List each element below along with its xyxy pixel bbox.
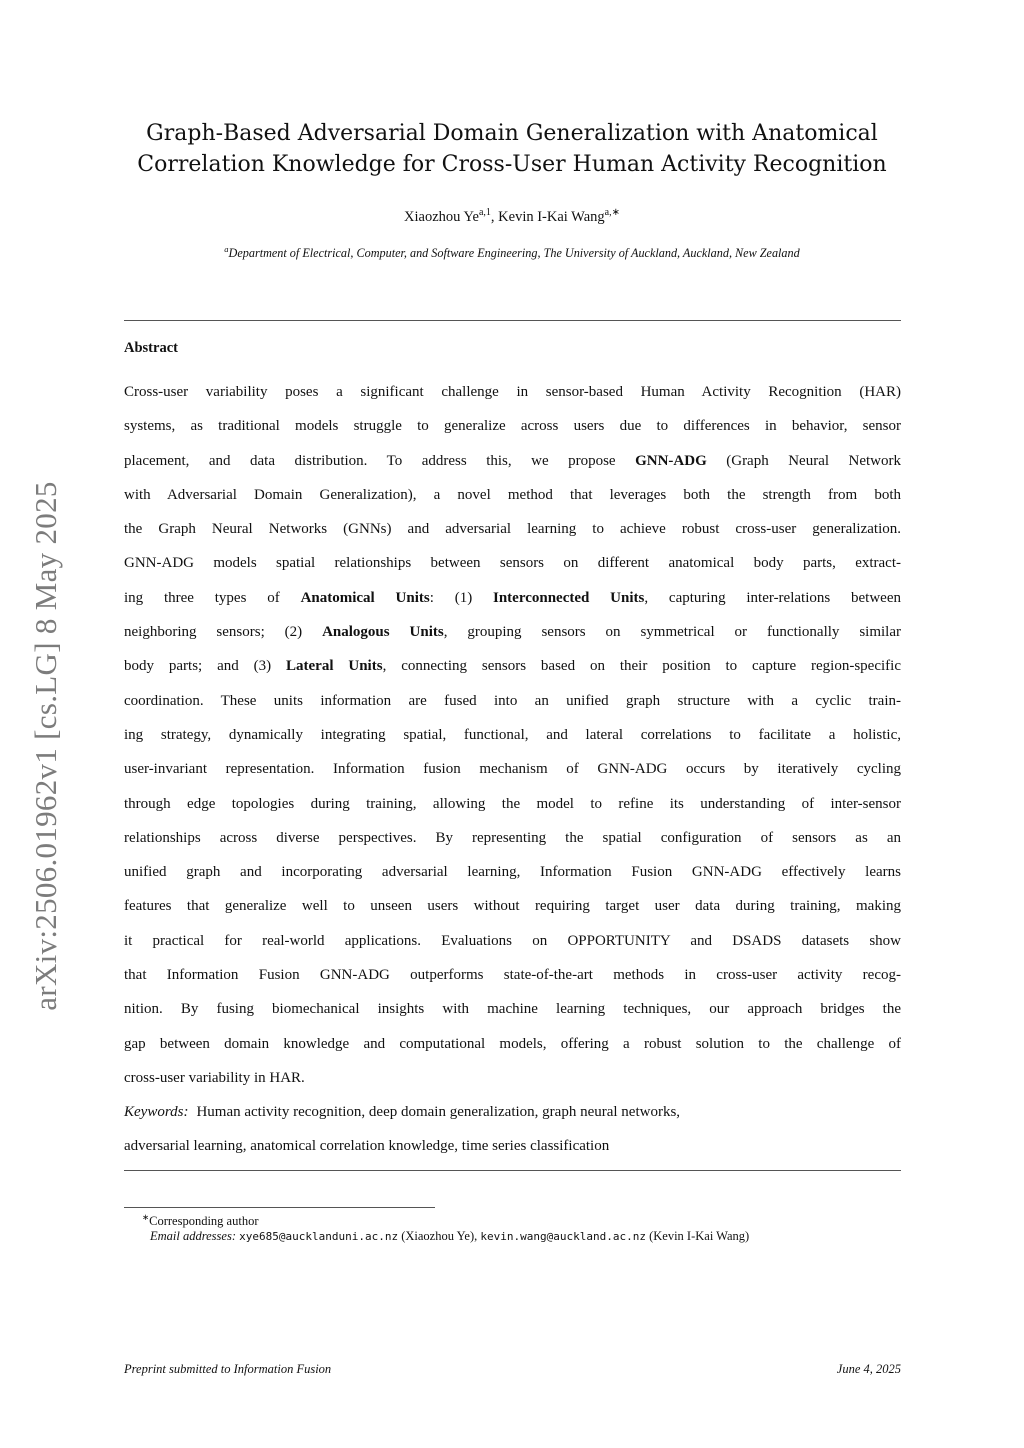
abstract-text: body parts; and (3) — [124, 658, 287, 675]
abstract-line: user-invariant representation. Information fusion mechanism of GNN-ADG occurs by iteratively cycling — [124, 761, 901, 778]
abstract-line: unified graph and incorporating adversarial learning, Information Fusion GNN-ADG effectively learns — [124, 864, 901, 881]
abstract-bold-term: Interconnected Units — [493, 589, 645, 606]
abstract-line: GNN-ADG models spatial relationships between sensors on different anatomical body parts, extract- — [124, 555, 901, 572]
abstract-text: ing three types of — [124, 589, 301, 606]
keywords-line — [124, 1095, 901, 1129]
affiliation — [0, 244, 1024, 261]
paper-title — [0, 118, 1024, 180]
keywords-label: Keywords: — [124, 1104, 189, 1120]
abstract-line: features that generalize well to unseen users without requiring target user data during training, making — [124, 898, 901, 915]
footnote-sup: ∗ — [142, 1212, 150, 1222]
abstract-line: with Adversarial Domain Generalization), a novel method that leverages both the strength from both — [124, 486, 901, 503]
abstract-line — [124, 581, 901, 615]
abstract-line — [124, 615, 901, 649]
abstract-line: systems, as traditional models struggle to generalize across users due to differences in behavior, sensor — [124, 418, 901, 435]
abstract-heading: Abstract — [124, 340, 178, 356]
abstract-line: coordination. These units information are fused into an unified graph structure with a cyclic train- — [124, 692, 901, 709]
author-2-name: Kevin I-Kai Wang — [498, 208, 605, 225]
title-line-2: Correlation Knowledge for Cross-User Human Activity Recognition — [137, 152, 887, 177]
footnote-rule — [124, 1207, 435, 1208]
footer-date: June 4, 2025 — [836, 1362, 901, 1376]
arxiv-side-stamp: arXiv:2506.01962v1 [cs.LG] 8 May 2025 — [28, 481, 63, 1011]
footnote-text: Corresponding author — [149, 1214, 259, 1229]
affiliation-text: Department of Electrical, Computer, and Software Engineering, The University of Auckland, Auckland, New Zealand — [228, 246, 800, 261]
abstract-line: nition. By fusing biomechanical insights with machine learning techniques, our approach bridges the — [124, 1001, 901, 1018]
abstract-line — [124, 649, 901, 683]
author-2-sup: a,∗ — [604, 207, 620, 218]
abstract-line: through edge topologies during training, allowing the model to refine its understanding of inter-sensor — [124, 795, 901, 812]
footer-journal: Preprint submitted to Information Fusion — [124, 1362, 332, 1376]
email-label: Email addresses: — [150, 1229, 236, 1243]
affiliation-sup: a — [224, 244, 229, 254]
author-list — [0, 207, 1024, 226]
abstract-bold-term: Anatomical Units — [300, 589, 430, 606]
top-rule — [124, 320, 901, 321]
abstract-bold-term: Lateral Units — [286, 658, 383, 675]
abstract-bold-term: Analogous Units — [322, 624, 444, 641]
footnote-emails — [150, 1229, 749, 1244]
abstract-line: that Information Fusion GNN-ADG outperforms state-of-the-art methods in cross-user activity recog- — [124, 967, 901, 984]
abstract-line: Cross-user variability poses a significant challenge in sensor-based Human Activity Recognition (HAR) — [124, 384, 901, 400]
author-1-sup: a,1 — [478, 207, 491, 218]
abstract-body — [124, 375, 901, 1095]
abstract-line: ing strategy, dynamically integrating spatial, functional, and lateral correlations to facilitate a holistic, — [124, 726, 901, 743]
abstract-text: , connecting sensors based on their position to capture region-specific — [382, 658, 901, 675]
email-link-2[interactable]: kevin.wang@auckland.ac.nz — [480, 1230, 646, 1243]
abstract-line: it practical for real-world applications. Evaluations on OPPORTUNITY and DSADS datasets show — [124, 932, 901, 949]
title-line-1: Graph-Based Adversarial Domain Generalization with Anatomical — [146, 121, 878, 146]
abstract-line: relationships across diverse perspectives. By representing the spatial configuration of sensors as an — [124, 829, 901, 846]
abstract-text: , capturing inter-relations between — [644, 589, 901, 606]
email-owner-1: (Xiaozhou Ye), — [398, 1229, 481, 1243]
email-link-1[interactable]: xye685@aucklanduni.ac.nz — [239, 1230, 399, 1243]
abstract-line: gap between domain knowledge and computational models, offering a robust solution to the challenge of — [124, 1035, 901, 1052]
abstract-line — [124, 444, 901, 478]
keywords-text: Human activity recognition, deep domain generalization, graph neural networks, — [196, 1104, 681, 1120]
abstract-line: the Graph Neural Networks (GNNs) and adversarial learning to achieve robust cross-user generalization. — [124, 521, 901, 538]
abstract-text: placement, and data distribution. To address this, we propose — [124, 452, 636, 469]
abstract-bold-term: GNN-ADG — [635, 452, 707, 469]
abstract-text: neighboring sensors; (2) — [124, 624, 323, 641]
keywords-line: adversarial learning, anatomical correlation knowledge, time series classification — [124, 1138, 610, 1154]
footnote-corresponding — [142, 1212, 258, 1229]
bottom-rule — [124, 1170, 901, 1171]
email-owner-2: (Kevin I-Kai Wang) — [645, 1229, 750, 1243]
abstract-text: , grouping sensors on symmetrical or functionally similar — [443, 624, 902, 641]
abstract-text: : (1) — [429, 589, 493, 606]
author-separator: , — [490, 208, 499, 225]
abstract-line: cross-user variability in HAR. — [124, 1069, 305, 1086]
abstract-text: (Graph Neural Network — [706, 452, 901, 469]
author-1-name: Xiaozhou Ye — [404, 208, 479, 225]
keywords-block — [124, 1095, 901, 1163]
